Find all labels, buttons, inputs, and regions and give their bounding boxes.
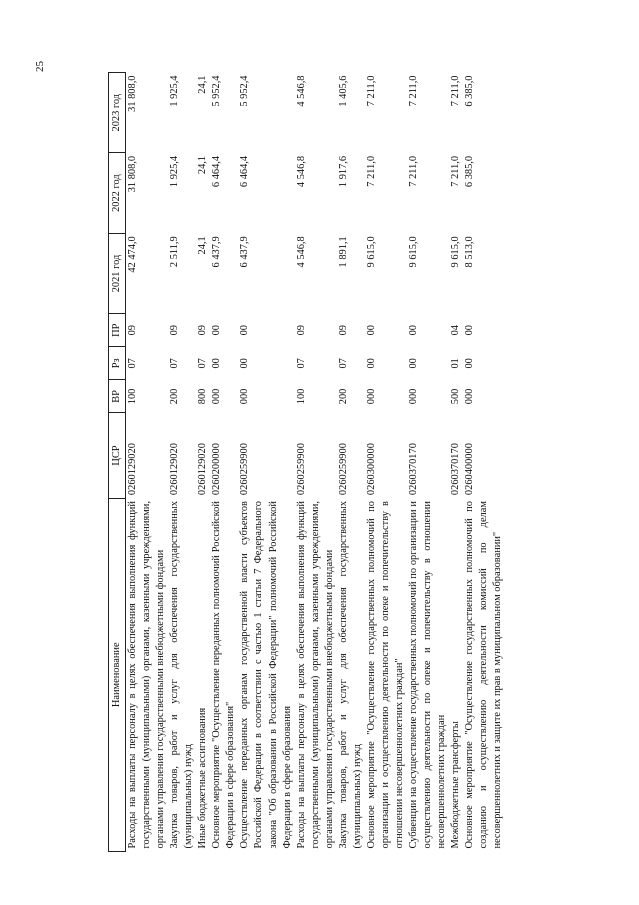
table-row — [365, 73, 407, 852]
row-name: Осуществление переданных органам государственной власти субъектов Российской Федерации в соответствии с частью 1 статьи 7 Федерального закона "Об образовании в Российской Федерации" полномочий Российской Федерации в сфере образования — [239, 501, 293, 849]
row-2021: 4 546,8 — [295, 236, 307, 268]
row-pr: 00 — [211, 325, 223, 336]
row-2022: 6 385,0 — [464, 155, 476, 188]
row-2023: 31 808,0 — [127, 75, 139, 112]
row-2022: 4 546,8 — [295, 155, 307, 188]
row-csr: 0260259900 — [337, 443, 349, 496]
table-row — [337, 73, 365, 852]
row-name: Основное мероприятие "Осуществление переданных полномочий Российской Федерации в сфере образования" — [211, 501, 237, 849]
row-vr: 000 — [239, 388, 251, 405]
row-2022: 7 211,0 — [365, 155, 377, 187]
header-rz: Рз — [109, 347, 126, 380]
row-pr: 00 — [464, 325, 476, 336]
row-2023: 1 925,4 — [169, 75, 181, 107]
row-rz: 00 — [211, 358, 223, 369]
row-2023: 7 211,0 — [407, 75, 419, 107]
table-header — [109, 73, 126, 852]
row-rz: 00 — [407, 358, 419, 369]
budget-table — [108, 72, 505, 852]
row-csr: 0260129020 — [127, 443, 139, 496]
row-2022: 6 464,4 — [211, 155, 223, 188]
row-csr: 0260200000 — [211, 443, 223, 496]
table-body — [126, 73, 506, 852]
row-name: Основное мероприятие "Осуществление государственных полномочий по организации и осуществлению деятельности по опеке и попечительству в отношении несовершеннолетних граждан" — [365, 501, 405, 849]
row-2023: 6 385,0 — [464, 75, 476, 107]
header-2023: 2023 год — [109, 73, 126, 153]
row-2022: 6 464,4 — [239, 155, 251, 188]
row-vr: 000 — [407, 388, 419, 405]
row-vr: 200 — [169, 388, 181, 405]
row-name: Субвенции на осуществление государственных полномочий по организации и осуществлению деятельности по опеке и попечительству в отношении несовершеннолетних граждан — [407, 501, 448, 849]
row-pr: 04 — [450, 325, 462, 336]
row-csr: 0260370170 — [450, 443, 462, 496]
row-2023: 5 952,4 — [239, 75, 251, 107]
header-vr: ВР — [109, 380, 126, 413]
row-2021: 9 615,0 — [407, 236, 419, 268]
row-pr: 09 — [169, 325, 181, 336]
row-name: Межбюджетные трансферты — [450, 721, 462, 849]
row-2022: 31 808,0 — [127, 155, 139, 193]
row-rz: 07 — [127, 358, 139, 369]
row-2021: 1 891,1 — [337, 236, 349, 268]
row-csr: 0260370170 — [407, 443, 419, 496]
row-rz: 00 — [239, 358, 251, 369]
row-pr: 09 — [127, 325, 139, 336]
row-rz: 00 — [365, 358, 377, 369]
row-name: Закупка товаров, работ и услуг для обеспечения государственных (муниципальных) нужд — [169, 501, 195, 849]
table-row — [407, 73, 449, 852]
row-2023: 4 546,8 — [295, 75, 307, 107]
row-2023: 7 211,0 — [365, 75, 377, 107]
row-2023: 24,1 — [197, 75, 209, 94]
row-csr: 0260129020 — [169, 443, 181, 496]
row-csr: 0260129020 — [197, 443, 209, 496]
row-csr: 0260259900 — [295, 443, 307, 496]
row-2023: 7 211,0 — [450, 75, 462, 107]
row-csr: 0260400000 — [464, 443, 476, 496]
row-2023: 1 405,6 — [337, 75, 349, 107]
table-row — [449, 73, 463, 852]
row-2021: 24,1 — [197, 236, 209, 255]
row-2022: 24,1 — [197, 155, 209, 175]
row-pr: 09 — [337, 325, 349, 336]
row-rz: 01 — [450, 358, 462, 369]
table-row — [238, 73, 294, 852]
rotated-table-container — [108, 72, 568, 852]
row-2021: 42 474,0 — [127, 236, 139, 273]
row-rz: 07 — [337, 358, 349, 369]
row-vr: 000 — [211, 388, 223, 405]
row-name: Расходы на выплаты персоналу в целях обеспечения выполнения функций государственными (муниципальными) органами, казенными учреждениями, органами управления государственными внебюджетными фондами — [127, 501, 167, 849]
row-rz: 07 — [295, 358, 307, 369]
row-2021: 6 437,9 — [211, 236, 223, 268]
row-pr: 09 — [197, 325, 209, 336]
header-name: Наименование — [109, 498, 126, 851]
header-2022: 2022 год — [109, 153, 126, 233]
row-2021: 2 511,9 — [169, 236, 181, 268]
table-row — [196, 73, 210, 852]
row-name: Расходы на выплаты персоналу в целях обеспечения выполнения функций государственными (муниципальными) органами, казенными учреждениями, органами управления государственными внебюджетными фондами — [295, 501, 335, 849]
row-name: Закупка товаров, работ и услуг для обеспечения государственных (муниципальных) нужд — [337, 501, 363, 849]
row-pr: 00 — [239, 325, 251, 336]
row-2023: 5 952,4 — [211, 75, 223, 107]
row-pr: 00 — [365, 325, 377, 336]
header-2021: 2021 год — [109, 233, 126, 313]
row-vr: 100 — [295, 388, 307, 405]
row-vr: 200 — [337, 388, 349, 405]
row-rz: 00 — [464, 358, 476, 369]
header-pr: ПР — [109, 314, 126, 347]
row-2021: 8 513,0 — [464, 236, 476, 268]
row-2022: 1 925,4 — [169, 155, 181, 188]
row-2021: 6 437,9 — [239, 236, 251, 268]
header-csr: ЦСР — [109, 413, 126, 498]
table-row — [168, 73, 196, 852]
row-csr: 0260259900 — [239, 443, 251, 496]
row-2021: 9 615,0 — [450, 236, 462, 268]
row-vr: 100 — [127, 388, 139, 405]
page-number: 25 — [34, 61, 46, 72]
row-2022: 7 211,0 — [407, 155, 419, 187]
row-name: Иные бюджетные ассигнования — [197, 707, 209, 849]
row-pr: 00 — [407, 325, 419, 336]
row-2021: 9 615,0 — [365, 236, 377, 268]
row-rz: 07 — [169, 358, 181, 369]
row-name: Основное мероприятие "Осуществление государственных полномочий по созданию и осуществлению деятельности комиссий по делам несовершеннолетних и защите их прав в муниципальном образовании" — [464, 501, 504, 849]
table-row — [295, 73, 337, 852]
row-vr: 000 — [365, 388, 377, 405]
table-row — [210, 73, 238, 852]
row-vr: 800 — [197, 388, 209, 405]
row-pr: 09 — [295, 325, 307, 336]
row-2022: 7 211,0 — [450, 155, 462, 187]
row-2022: 1 917,6 — [337, 155, 349, 188]
table-row — [463, 73, 505, 852]
row-vr: 500 — [450, 388, 462, 405]
row-csr: 0260300000 — [365, 443, 377, 496]
row-rz: 07 — [197, 358, 209, 369]
row-vr: 000 — [464, 388, 476, 405]
table-row — [126, 73, 169, 852]
